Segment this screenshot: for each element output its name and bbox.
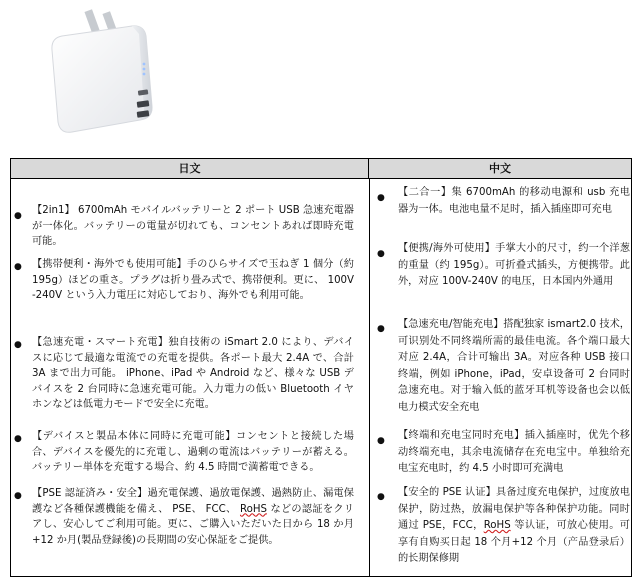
cn-item-3: 【急速充电/智能充电】搭配独家 ismart2.0 技术，可识别处不同终端所需的最佳电流。各个端口最大对应 2.4A，合计可输出 3A。对应各种 USB 接口终端，例如 iPhone，iPad，安卓设备可 2 台同时急速充电。对于输入低的蓝牙耳机等设备也会以低电力模式安全充电 <box>398 319 630 413</box>
jp-item-5: 【PSE 認証済み・安全】過充電保護、過放電保護、過熱防止、漏電保護など各種保護機能を備え、 PSE、 FCC、 RoHS などの認証をクリアし、安心してご利用可能。更に、ご購入いただいた日から 18 か月+12 か月(製品登録後)の長期間の安心保証をご提供。 <box>32 488 354 546</box>
bullet-icon: ● <box>14 491 22 501</box>
bullet-icon: ● <box>14 211 22 221</box>
cn-item-5: 【安全的 PSE 认证】具备过度充电保护，过度放电保护，防过热，放漏电保护等各种保护功能。同时通过 PSE，FCC，RoHS 等认证，可放心使用。可享有自购买日起 18 个月+12 个月（产品登录后）的长期保修期 <box>398 487 630 564</box>
product-image <box>40 6 160 141</box>
bullet-icon: ● <box>377 324 385 334</box>
cn-item-4: 【终端和充电宝同时充电】插入插座时，优先个移动终端充电，其余电流储存在充电宝中。单独给充电宝充电时，约 4.5 小时即可充满电 <box>398 430 630 474</box>
comparison-table <box>10 158 632 577</box>
bullet-icon: ● <box>14 434 22 444</box>
jp-item-2: 【携帯便利・海外でも使用可能】手のひらサイズで玉ねぎ 1 個分（約 195g）ほどの重さ。プラグは折り畳み式で、携帯便利。更に、 100V-240V という入力電圧に対応しており、海外でも利用可能。 <box>32 259 354 302</box>
column-divider <box>369 179 370 576</box>
bullet-icon: ● <box>377 249 385 259</box>
jp-item-3: 【急速充電・スマート充電】独自技術の iSmart 2.0 により、デバイスに応じて最適な電流での充電を提供。各ポート最大 2.4A で、合計 3A まで出力可能。 iPhone、iPad や Android など、様々な USB デバイスを 2 台同時に急速充電可能。入力電力の低い Bluetooth イヤホンなどは低電力モードで安全に充電。 <box>32 337 354 411</box>
cn-item-2: 【便携/海外可使用】手掌大小的尺寸，约一个洋葱的重量（约 195g）。可折叠式插头，方便携带。此外，对应 100V-240V 的电压，日本国内外通用 <box>398 243 630 287</box>
jp-item-4: 【デバイスと製品本体に同時に充電可能】コンセントと接続した場合、デバイスを優先的に充電し、過剰の電流はバッテリーが蓄える。バッテリー単体を充電する場合、約 4.5 時間で満蓄電できる。 <box>32 431 354 474</box>
bullet-icon: ● <box>14 340 22 350</box>
bullet-icon: ● <box>14 262 22 272</box>
header-chinese: 中文 <box>369 159 631 179</box>
header-japanese: 日文 <box>11 159 369 179</box>
bullet-icon: ● <box>377 436 385 446</box>
bullet-icon: ● <box>377 193 385 203</box>
bullet-icon: ● <box>377 492 385 502</box>
jp-item-1: 【2in1】 6700mAh モバイルバッテリーと 2 ポート USB 急速充電器が一体化。バッテリーの電量が切れても、コンセントあれば即時充電可能。 <box>32 205 354 248</box>
cn-item-1: 【二合一】集 6700mAh 的移动电源和 usb 充电器为一体。电池电量不足时，插入插座即可充电 <box>398 187 630 215</box>
